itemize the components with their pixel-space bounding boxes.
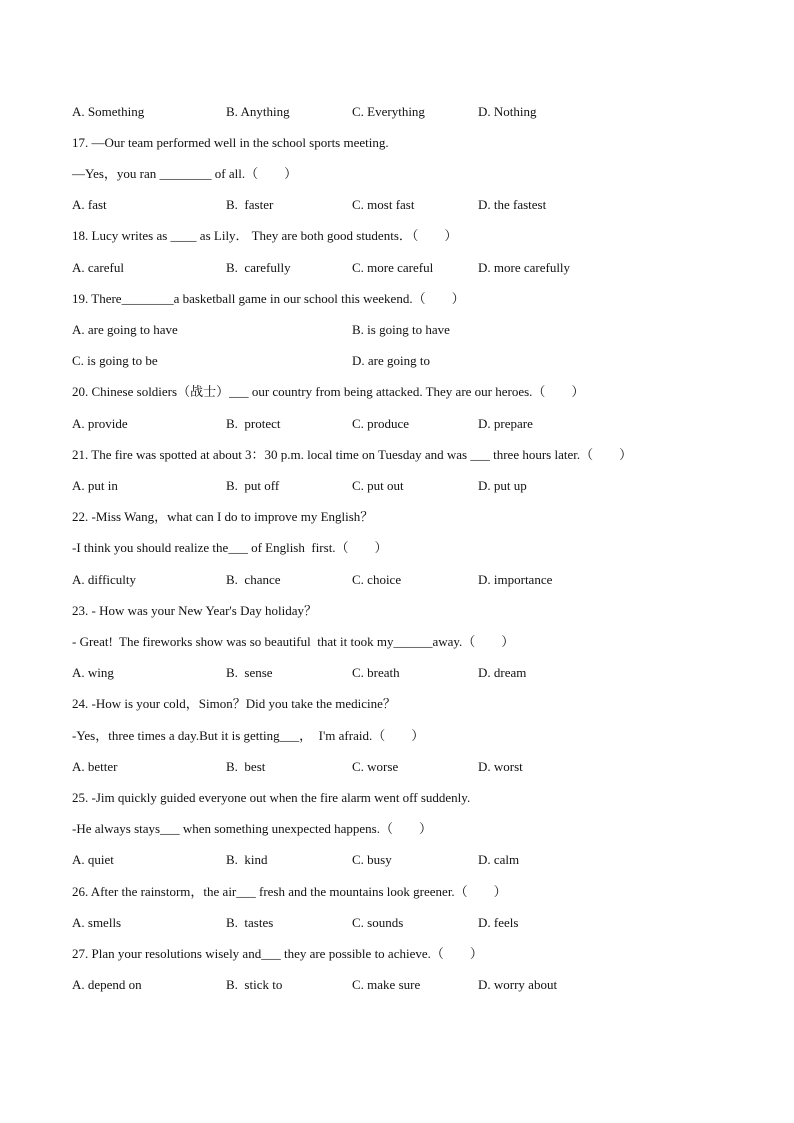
- answer-option: B. kind: [226, 852, 268, 867]
- question-text: 20. Chinese soldiers（战士）___ our country from being attacked. They are our heroes.（ ）: [72, 384, 585, 399]
- answer-option: B. Anything: [226, 104, 290, 119]
- answer-options-row: [72, 322, 752, 338]
- answer-option: A. difficulty: [72, 572, 137, 587]
- answer-options-row: [72, 260, 752, 276]
- answer-option: C. Everything: [352, 104, 425, 119]
- answer-option: C. more careful: [352, 260, 434, 275]
- answer-option: C. worse: [352, 759, 399, 774]
- answer-option: A. depend on: [72, 977, 142, 992]
- answer-options-row: [72, 197, 752, 213]
- answer-options-row: [72, 977, 752, 993]
- answer-option: A. Something: [72, 104, 145, 119]
- answer-option: B. stick to: [226, 977, 283, 992]
- answer-option: A. put in: [72, 478, 118, 493]
- question-text: 25. -Jim quickly guided everyone out when the fire alarm went off suddenly.: [72, 790, 471, 805]
- answer-options-row: [72, 915, 752, 931]
- question-text: 22. -Miss Wang，what can I do to improve my English？: [72, 509, 374, 524]
- answer-option: C. is going to be: [72, 353, 158, 368]
- answer-option: B. put off: [226, 478, 280, 493]
- answer-options-row: [72, 852, 752, 868]
- answer-option: A. smells: [72, 915, 122, 930]
- answer-option: B. best: [226, 759, 266, 774]
- question-text: -He always stays___ when something unexpected happens.（ ）: [72, 821, 432, 836]
- answer-options-row: [72, 665, 752, 681]
- answer-option: C. most fast: [352, 197, 415, 212]
- question-text: -I think you should realize the___ of English first.（ ）: [72, 540, 388, 555]
- answer-option: C. choice: [352, 572, 402, 587]
- answer-option: D. worst: [478, 759, 523, 774]
- answer-option: B. protect: [226, 416, 281, 431]
- answer-option: D. more carefully: [478, 260, 571, 275]
- question-text: 26. After the rainstorm，the air___ fresh and the mountains look greener.（ ）: [72, 884, 507, 899]
- answer-option: A. quiet: [72, 852, 114, 867]
- answer-option: A. wing: [72, 665, 114, 680]
- answer-option: D. put up: [478, 478, 527, 493]
- answer-option: D. worry about: [478, 977, 558, 992]
- answer-option: D. Nothing: [478, 104, 537, 119]
- answer-option: B. is going to have: [352, 322, 450, 337]
- answer-option: D. are going to: [352, 353, 430, 368]
- answer-option: C. put out: [352, 478, 404, 493]
- question-text: 24. -How is your cold，Simon？Did you take the medicine？: [72, 696, 396, 711]
- answer-options-row: [72, 572, 752, 588]
- answer-option: B. faster: [226, 197, 274, 212]
- answer-option: B. carefully: [226, 260, 291, 275]
- question-text: 27. Plan your resolutions wisely and___ they are possible to achieve.（ ）: [72, 946, 483, 961]
- answer-option: C. breath: [352, 665, 400, 680]
- answer-option: D. feels: [478, 915, 519, 930]
- answer-options-row: [72, 759, 752, 775]
- answer-option: A. are going to have: [72, 322, 178, 337]
- answer-option: D. prepare: [478, 416, 533, 431]
- question-text: 17. —Our team performed well in the school sports meeting.: [72, 135, 389, 150]
- question-text: 23. - How was your New Year's Day holiday？: [72, 603, 317, 618]
- answer-options-row: [72, 416, 752, 432]
- answer-option: B. tastes: [226, 915, 274, 930]
- answer-options-row: [72, 478, 752, 494]
- question-text: 19. There________a basketball game in our school this weekend.（ ）: [72, 291, 465, 306]
- question-text: - Great! The fireworks show was so beautiful that it took my______away.（ ）: [72, 634, 515, 649]
- answer-options-row: [72, 104, 752, 120]
- question-text: —Yes，you ran ________ of all.（ ）: [72, 166, 298, 181]
- answer-option: A. better: [72, 759, 118, 774]
- answer-option: C. produce: [352, 416, 410, 431]
- answer-option: D. importance: [478, 572, 553, 587]
- question-text: 21. The fire was spotted at about 3：30 p.m. local time on Tuesday and was ___ three hours later.（ ）: [72, 447, 633, 462]
- answer-option: A. fast: [72, 197, 107, 212]
- answer-option: C. sounds: [352, 915, 404, 930]
- answer-option: D. the fastest: [478, 197, 547, 212]
- answer-option: B. sense: [226, 665, 273, 680]
- answer-option: A. provide: [72, 416, 128, 431]
- answer-option: B. chance: [226, 572, 281, 587]
- question-text: -Yes，three times a day.But it is getting___， I'm afraid.（ ）: [72, 728, 425, 743]
- answer-option: D. calm: [478, 852, 520, 867]
- answer-option: A. careful: [72, 260, 124, 275]
- answer-option: D. dream: [478, 665, 527, 680]
- answer-option: C. make sure: [352, 977, 421, 992]
- answer-options-row: [72, 353, 752, 369]
- answer-option: C. busy: [352, 852, 392, 867]
- question-text: 18. Lucy writes as ____ as Lily． They are both good students．（ ）: [72, 228, 458, 243]
